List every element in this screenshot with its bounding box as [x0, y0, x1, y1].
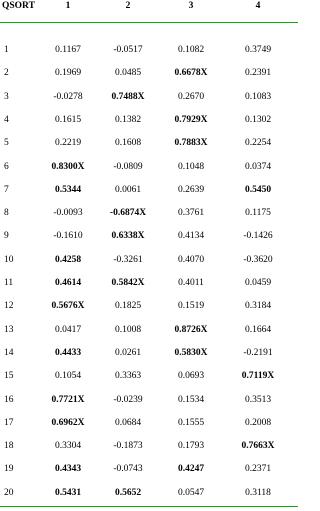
table-cell: 0.3761 — [177, 208, 205, 218]
table-cell: 0.0485 — [114, 68, 142, 78]
table-cell: 0.3118 — [245, 488, 271, 498]
table-cell: 0.1664 — [244, 325, 272, 335]
table-cell: -0.0278 — [53, 92, 83, 102]
row-label: 13 — [4, 325, 14, 335]
table-cell: 0.1175 — [245, 208, 271, 218]
table-cell: 0.1048 — [177, 162, 205, 172]
table-cell: 0.3304 — [54, 441, 82, 451]
table-cell: 0.1519 — [177, 301, 205, 311]
table-cell: 0.3363 — [114, 371, 142, 381]
row-label: 18 — [4, 441, 14, 451]
table-cell: -0.0809 — [113, 162, 143, 172]
table-cell: 0.7929X — [174, 115, 208, 125]
table-cell: 0.2639 — [177, 185, 205, 195]
row-label: 4 — [4, 115, 9, 125]
table-cell: 0.7721X — [51, 395, 85, 405]
table-cell: 0.6962X — [51, 418, 85, 428]
table-cell: 0.4011 — [178, 278, 204, 288]
row-label: 20 — [4, 488, 14, 498]
table-cell: 0.2670 — [177, 92, 205, 102]
table-cell: 0.5652 — [114, 488, 142, 498]
table-cell: 0.1082 — [177, 45, 205, 55]
row-label: 14 — [4, 348, 14, 358]
table-cell: 0.1083 — [244, 92, 272, 102]
table-cell: 0.1167 — [55, 45, 81, 55]
table-cell: -0.0239 — [113, 395, 143, 405]
row-label: 8 — [4, 208, 9, 218]
table-cell: 0.5431 — [54, 488, 82, 498]
table-cell: 0.1793 — [177, 441, 205, 451]
table-cell: 0.7663X — [241, 441, 275, 451]
row-label: 6 — [4, 162, 9, 172]
table-cell: 0.4258 — [54, 255, 82, 265]
column-header-factor-1: 1 — [65, 1, 71, 11]
table-cell: -0.3261 — [113, 255, 143, 265]
table-cell: 0.1825 — [114, 301, 142, 311]
table-cell: 0.5830X — [174, 348, 208, 358]
table-cell: 0.7883X — [174, 138, 208, 148]
table-cell: 0.1302 — [244, 115, 272, 125]
row-label: 1 — [4, 45, 9, 55]
table-cell: 0.2391 — [244, 68, 272, 78]
row-label: 12 — [4, 301, 14, 311]
table-cell: -0.1610 — [53, 231, 83, 241]
table-top-rule — [0, 22, 298, 23]
table-cell: 0.1534 — [177, 395, 205, 405]
table-cell: -0.0517 — [113, 45, 143, 55]
row-label: 17 — [4, 418, 14, 428]
table-cell: 0.0684 — [114, 418, 142, 428]
table-cell: 0.1008 — [114, 325, 142, 335]
row-label: 5 — [4, 138, 9, 148]
table-cell: 0.0061 — [114, 185, 142, 195]
table-cell: -0.0093 — [53, 208, 83, 218]
table-cell: 0.8726X — [174, 325, 208, 335]
table-cell: 0.4614 — [54, 278, 82, 288]
table-cell: -0.0743 — [113, 464, 143, 474]
table-cell: 0.3513 — [244, 395, 272, 405]
column-header-factor-2: 2 — [125, 1, 131, 11]
table-cell: 0.5842X — [111, 278, 145, 288]
table-cell: 0.7119X — [241, 371, 275, 381]
table-cell: 0.7488X — [111, 92, 145, 102]
row-label: 2 — [4, 68, 9, 78]
table-cell: 0.0547 — [177, 488, 205, 498]
table-cell: 0.8300X — [51, 162, 85, 172]
table-cell: 0.2008 — [244, 418, 272, 428]
row-label: 9 — [4, 231, 9, 241]
table-cell: -0.1873 — [113, 441, 143, 451]
table-cell: 0.1382 — [114, 115, 142, 125]
column-header-factor-4: 4 — [255, 1, 261, 11]
column-header-qsort: QSORT — [2, 1, 35, 11]
table-cell: 0.4343 — [54, 464, 82, 474]
row-label: 19 — [4, 464, 14, 474]
table-cell: 0.4134 — [177, 231, 205, 241]
table-cell: 0.1969 — [54, 68, 82, 78]
table-cell: 0.5450 — [244, 185, 272, 195]
table-cell: 0.2219 — [54, 138, 82, 148]
column-header-factor-3: 3 — [188, 1, 194, 11]
table-cell: 0.6678X — [174, 68, 208, 78]
table-cell: 0.0459 — [244, 278, 272, 288]
row-label: 3 — [4, 92, 9, 102]
table-cell: 0.2254 — [244, 138, 272, 148]
table-cell: 0.0693 — [177, 371, 205, 381]
table-cell: -0.6874X — [109, 208, 147, 218]
table-cell: 0.6338X — [111, 231, 145, 241]
table-cell: -0.3620 — [243, 255, 273, 265]
table-cell: -0.1426 — [243, 231, 273, 241]
table-bottom-rule — [0, 506, 298, 507]
table-cell: 0.2371 — [244, 464, 272, 474]
table-cell: 0.4070 — [177, 255, 205, 265]
table-cell: 0.0261 — [114, 348, 142, 358]
row-label: 11 — [4, 278, 14, 288]
row-label: 16 — [4, 395, 14, 405]
row-label: 10 — [4, 255, 14, 265]
table-cell: 0.4433 — [54, 348, 82, 358]
table-cell: 0.0417 — [54, 325, 82, 335]
table-cell: 0.1608 — [114, 138, 142, 148]
table-cell: 0.4247 — [177, 464, 205, 474]
table-cell: 0.1555 — [177, 418, 205, 428]
table-cell: 0.3184 — [244, 301, 272, 311]
table-cell: 0.1615 — [54, 115, 82, 125]
table-cell: 0.1054 — [54, 371, 82, 381]
table-cell: 0.3749 — [244, 45, 272, 55]
table-cell: 0.0374 — [244, 162, 272, 172]
table-cell: 0.5676X — [51, 301, 85, 311]
row-label: 15 — [4, 371, 14, 381]
row-label: 7 — [4, 185, 9, 195]
table-cell: -0.2191 — [243, 348, 273, 358]
table-cell: 0.5344 — [54, 185, 82, 195]
